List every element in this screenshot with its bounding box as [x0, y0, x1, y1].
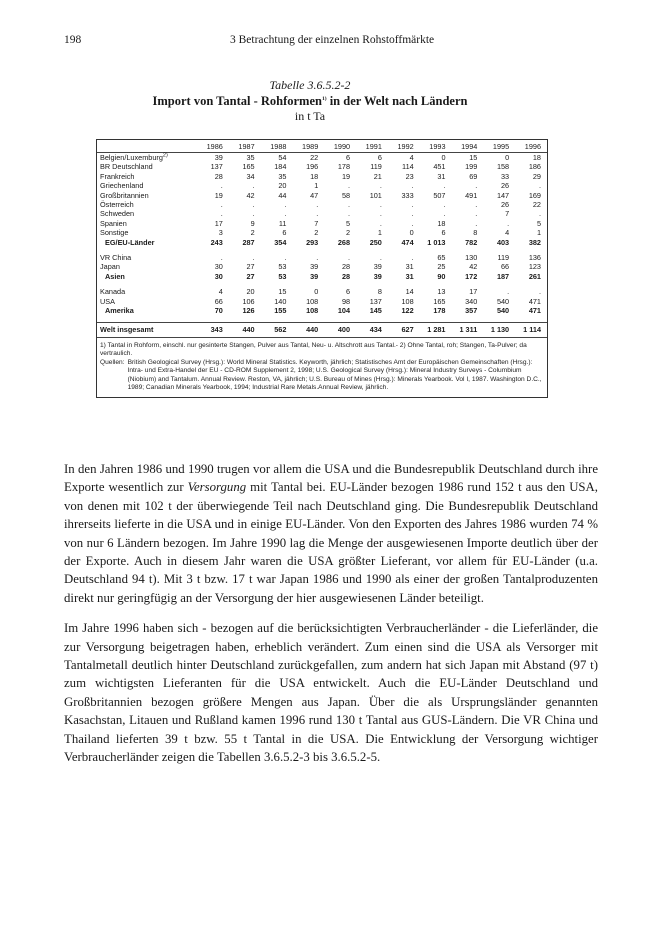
value-cell: 19 [214, 190, 223, 200]
value-cell: 1 114 [515, 322, 547, 337]
value-cell: . [443, 209, 446, 219]
value-cell: 184 [274, 162, 287, 172]
value-cell: 18 [532, 153, 541, 162]
value-cell: . [316, 209, 319, 219]
country-name [97, 162, 197, 171]
country-label: VR China [100, 253, 132, 263]
country-label: Großbritannien [100, 190, 149, 200]
value-cell: 7 [314, 218, 319, 228]
table-footnote: 1) Tantal in Rohform, einschl. nur gesinterte Stangen, Pulver aus Tantal, Neu- u. Altschrott aus Tantal.- 2) Ohne Tantal, roh; Stangen, Ta-Pulver; da vertraulich. [100, 341, 527, 357]
value-cell: 108 [401, 296, 414, 306]
country-name [97, 209, 197, 218]
table-row [97, 219, 547, 228]
value-cell: 123 [528, 262, 541, 272]
country-label: USA [100, 296, 116, 306]
value-cell: 400 [324, 322, 356, 337]
value-cell: 440 [229, 322, 261, 337]
value-cell: 108 [306, 296, 319, 306]
table-caption [100, 78, 520, 124]
value-cell: . [475, 181, 478, 191]
country-label: EG/EU-Länder [105, 237, 155, 247]
value-cell: . [538, 287, 541, 297]
table-row [97, 191, 547, 200]
value-cell: . [316, 200, 319, 210]
value-cell: 108 [306, 306, 319, 316]
subtotal-row [97, 272, 547, 281]
value-cell: 137 [210, 162, 223, 172]
value-cell: 1 130 [483, 322, 515, 337]
data-table [97, 140, 547, 337]
value-cell: 58 [341, 190, 351, 200]
value-cell: 28 [341, 271, 351, 281]
value-cell: 47 [310, 190, 319, 200]
country-label: Spanien [100, 218, 127, 228]
value-cell: . [379, 218, 382, 228]
value-cell: 66 [501, 262, 510, 272]
value-cell: 471 [528, 306, 541, 316]
country-name [97, 219, 197, 228]
value-cell: . [284, 253, 287, 263]
year-header: 1990 [324, 140, 356, 153]
sources-label: Quellen: [100, 358, 125, 366]
paragraph-1-part-2: mit Tantal bei. EU-Länder bezogen 1986 rund 152 t aus den USA, von denen mit 102 t der überwiegende Teil nach Deutschland ging. Die Bundesrepublik Deutschland ihrerseits lieferte in die USA und in einige EU-Länder. Von den Exporten des Jahres 1986 wurden 74 % von nur 6 Ländern bezogen. Im Jahre 1990 lag die Menge der ausgewiesenen Importe deutlich über der der Exporte. Auch in diesem Jahr waren die USA größter Lieferant, vor allem für EU-Länder (u.a. Deutschland 94 t). Mit 3 t bzw. 17 t war Japan 1986 und 1990 als einer der großen Tantalproduzenten direkt nur geringfügig an der Versorgung der hier ausgewiesenen Länder beteiligt. [64, 480, 598, 605]
value-cell: 6 [346, 287, 351, 297]
value-cell: 1 311 [452, 322, 484, 337]
value-cell: 42 [246, 190, 255, 200]
value-cell: 250 [369, 237, 382, 247]
table-label: Tabelle 3.6.5.2-2 [269, 78, 351, 92]
subtotal-row [97, 306, 547, 315]
table-title-main: Import von Tantal - Rohformen [152, 94, 322, 108]
value-cell: 340 [465, 296, 478, 306]
value-cell: 627 [388, 322, 420, 337]
value-cell: 106 [242, 296, 255, 306]
running-title: 3 Betrachtung der einzelnen Rohstoffmärkte [230, 34, 435, 46]
value-cell: 31 [405, 271, 414, 281]
value-cell: 2 [346, 228, 351, 238]
year-header: 1992 [388, 140, 420, 153]
table-row [97, 200, 547, 209]
value-cell: 382 [528, 237, 541, 247]
value-cell: 196 [306, 162, 319, 172]
value-cell: 98 [341, 296, 351, 306]
value-cell: 13 [437, 287, 446, 297]
value-cell: 54 [278, 153, 287, 162]
value-cell: 39 [373, 262, 382, 272]
year-header: 1993 [420, 140, 452, 153]
value-cell: . [411, 181, 414, 191]
year-header: 1991 [356, 140, 388, 153]
country-name [97, 287, 197, 296]
country-label: Belgien/Luxemburg [100, 153, 163, 162]
value-cell: . [348, 200, 351, 210]
country-name [97, 272, 197, 281]
paragraph-1-emphasis: Versorgung [187, 480, 247, 495]
value-cell: 29 [532, 171, 541, 181]
value-cell: 34 [246, 171, 255, 181]
value-cell: 17 [469, 287, 478, 297]
value-cell: 261 [528, 271, 541, 281]
value-cell: 3 [218, 228, 223, 238]
table-row [97, 153, 547, 163]
value-cell: 243 [210, 237, 223, 247]
year-header: 1987 [229, 140, 261, 153]
value-cell: 147 [496, 190, 510, 200]
table-row [97, 253, 547, 262]
value-cell: 18 [310, 171, 319, 181]
value-cell: 562 [261, 322, 293, 337]
table-title [100, 93, 520, 109]
country-name [97, 153, 197, 163]
value-cell: 186 [528, 162, 541, 172]
value-cell: 39 [214, 153, 223, 162]
value-cell: . [538, 209, 541, 219]
table-row [97, 172, 547, 181]
value-cell: . [379, 253, 382, 263]
value-cell: . [252, 200, 255, 210]
value-cell: 155 [274, 306, 287, 316]
value-cell: 2 [314, 228, 319, 238]
value-cell: 104 [337, 306, 351, 316]
value-cell: . [220, 209, 223, 219]
value-cell: 15 [469, 153, 478, 162]
value-cell: . [220, 200, 223, 210]
value-cell: 287 [242, 237, 255, 247]
value-cell: . [220, 253, 223, 263]
value-cell: . [348, 209, 351, 219]
value-cell: 122 [401, 306, 414, 316]
paragraph-2: Im Jahre 1996 haben sich - bezogen auf die berücksichtigten Verbraucherländer - die Lieferländer, die zur Versorgung beigetragen haben, erheblich verändert. Zum einen sind die USA als Versorger mit Tantalmetall deutlich hinter Deutschland zurückgefallen, zum andern hat sich Japan mit Abstand (97 t) zum wichtigsten Lieferanten für die USA entwickelt. Auch die EU-Länder Deutschland und Großbritannien bezogen größere Mengen aus Japan. Über die als Ursprungsländer genannten Kasachstan, Litauen und Rußland kamen 1996 rund 130 t Tantal aus GUS-Ländern. Die VR China und Thailand lieferten 39 t bzw. 55 t Tantal in die USA. Die Entwicklung der Versorgung wichtiger Verbraucherländer zeigen die Tabellen 3.6.5.2-3 bis 3.6.5.2-5. [64, 621, 598, 765]
value-cell: 53 [278, 271, 287, 281]
page-number: 198 [64, 34, 82, 46]
value-cell: 6 [441, 228, 446, 238]
value-cell: 15 [278, 287, 287, 297]
value-cell: 22 [310, 153, 319, 162]
value-cell: 28 [214, 171, 223, 181]
value-cell: 26 [501, 200, 510, 210]
table-title-footnote-mark: 1) [321, 95, 327, 102]
table-sources [100, 359, 543, 393]
value-cell: 434 [356, 322, 388, 337]
value-cell: . [284, 209, 287, 219]
table-row [97, 287, 547, 296]
value-cell: 293 [306, 237, 319, 247]
value-cell: 20 [278, 181, 287, 191]
value-cell: 199 [465, 162, 478, 172]
year-header: 1995 [483, 140, 515, 153]
value-cell: 33 [501, 171, 510, 181]
value-cell: 5 [536, 218, 541, 228]
value-cell: 333 [401, 190, 414, 200]
value-cell: 4 [409, 153, 414, 162]
value-cell: 1 [536, 228, 541, 238]
body-text [64, 460, 598, 779]
value-cell: 782 [465, 237, 478, 247]
footnote-mark: 2) [162, 152, 168, 159]
value-cell: 6 [346, 153, 351, 162]
value-cell: 1 013 [427, 237, 446, 247]
value-cell: 403 [496, 237, 510, 247]
value-cell: 507 [433, 190, 446, 200]
value-cell: . [411, 209, 414, 219]
table-row [97, 228, 547, 237]
value-cell: 65 [437, 253, 446, 263]
country-name [97, 172, 197, 181]
value-cell: 0 [505, 153, 510, 162]
value-cell: . [379, 181, 382, 191]
value-cell: 471 [528, 296, 541, 306]
year-header: 1989 [292, 140, 324, 153]
value-cell: 35 [278, 171, 287, 181]
value-cell: 137 [369, 296, 382, 306]
value-cell: 343 [197, 322, 229, 337]
country-label: Amerika [105, 306, 134, 316]
value-cell: 126 [242, 306, 255, 316]
sources-text: British Geological Survey (Hrsg.): World Mineral Statistics. Keyworth, jährlich; Statistisches Amt der Europäischen Gemeinschaften (Hrsg.): Intra- und Extra-Handel der EU - CD-ROM Supplement 2, 1998; U.S. Geological Survey (Hrsg.): Mineral Industry Surveys - Columbium (Niobium) and Tantalum. Annual Review. Reston, VA, jährlich; U.S. Bureau of Mines (Hrsg.): Minerals Yearbook. Vol I, 1987. Washington D.C., 1989; Canadian Minerals Yearbook, 1994; Industrial Rare Metals.Annual Review, jährlich. [127, 358, 542, 391]
value-cell: 540 [496, 306, 510, 316]
value-cell: . [348, 181, 351, 191]
value-cell: 178 [433, 306, 446, 316]
value-cell: 491 [465, 190, 478, 200]
value-cell: . [443, 181, 446, 191]
value-cell: 30 [214, 262, 223, 272]
total-row [97, 322, 547, 337]
value-cell: 540 [496, 296, 510, 306]
country-label: Griechenland [100, 181, 144, 191]
country-name [97, 200, 197, 209]
table-unit: in t Ta [294, 109, 326, 123]
value-cell: 0 [409, 228, 414, 238]
value-cell: 27 [246, 271, 255, 281]
value-cell: 5 [346, 218, 351, 228]
table-title-rest: in der Welt nach Ländern [326, 94, 468, 108]
value-cell: 145 [369, 306, 382, 316]
value-cell: . [507, 287, 510, 297]
country-name [97, 191, 197, 200]
value-cell: 39 [373, 271, 382, 281]
value-cell: 6 [377, 153, 382, 162]
value-cell: 25 [437, 262, 446, 272]
value-cell: 178 [337, 162, 351, 172]
value-cell: 1 281 [420, 322, 452, 337]
value-cell: 14 [405, 287, 414, 297]
value-cell: 0 [441, 153, 446, 162]
value-cell: . [443, 200, 446, 210]
year-header: 1996 [515, 140, 547, 153]
country-label: Schweden [100, 209, 135, 219]
value-cell: 165 [433, 296, 446, 306]
value-cell: 11 [278, 218, 287, 228]
value-cell: . [220, 181, 223, 191]
value-cell: 8 [377, 287, 382, 297]
value-cell: . [379, 200, 382, 210]
value-cell: . [284, 200, 287, 210]
country-label: Frankreich [100, 171, 135, 181]
value-cell: . [379, 209, 382, 219]
value-cell: 70 [214, 306, 223, 316]
value-cell: 136 [528, 253, 541, 263]
value-cell: . [507, 218, 510, 228]
year-header: 1988 [261, 140, 293, 153]
value-cell: . [475, 200, 478, 210]
value-cell: . [348, 253, 351, 263]
value-cell: . [252, 181, 255, 191]
value-cell: 23 [405, 171, 414, 181]
country-label: BR Deutschland [100, 162, 153, 172]
value-cell: 474 [401, 237, 414, 247]
value-cell: 90 [437, 271, 446, 281]
value-cell: 4 [218, 287, 223, 297]
value-cell: 1 [377, 228, 382, 238]
value-cell: . [252, 209, 255, 219]
country-name [97, 253, 197, 262]
value-cell: . [475, 218, 478, 228]
value-cell: 7 [505, 209, 510, 219]
year-header: 1994 [452, 140, 484, 153]
value-cell: 39 [310, 262, 319, 272]
table-row [97, 262, 547, 271]
value-cell: 26 [501, 181, 510, 191]
country-label: Sonstige [100, 228, 129, 238]
value-cell: 42 [469, 262, 478, 272]
value-cell: 69 [469, 171, 478, 181]
value-cell: 21 [373, 171, 382, 181]
value-cell: 4 [505, 228, 510, 238]
value-cell: . [411, 253, 414, 263]
paragraph-1 [64, 460, 598, 607]
value-cell: 101 [369, 190, 382, 200]
value-cell: . [411, 218, 414, 228]
value-cell: 6 [282, 228, 287, 238]
value-cell: 187 [496, 271, 510, 281]
country-label: Kanada [100, 287, 126, 297]
value-cell: 30 [214, 271, 223, 281]
subtotal-row [97, 238, 547, 247]
value-cell: 18 [437, 218, 446, 228]
table-row [97, 162, 547, 171]
value-cell: 114 [402, 162, 414, 172]
header-row [97, 140, 547, 153]
header-corner [97, 140, 197, 153]
value-cell: 28 [341, 262, 351, 272]
value-cell: 27 [246, 262, 255, 272]
value-cell: 158 [496, 162, 510, 172]
value-cell: . [538, 181, 541, 191]
value-cell: 119 [497, 253, 510, 263]
value-cell: 17 [214, 218, 223, 228]
value-cell: 31 [437, 171, 446, 181]
value-cell: 130 [465, 253, 478, 263]
value-cell: 440 [292, 322, 324, 337]
value-cell: 169 [528, 190, 541, 200]
value-cell: 19 [341, 171, 351, 181]
value-cell: 172 [465, 271, 478, 281]
value-cell: 268 [337, 237, 351, 247]
value-cell: 39 [310, 271, 319, 281]
import-table [96, 139, 548, 398]
value-cell: 20 [246, 287, 255, 297]
country-name [97, 181, 197, 190]
value-cell: 35 [246, 153, 255, 162]
table-notes [97, 337, 547, 397]
value-cell: 31 [405, 262, 414, 272]
value-cell: 451 [433, 162, 446, 172]
country-label: Welt insgesamt [100, 324, 154, 334]
value-cell: 2 [250, 228, 255, 238]
country-name [97, 238, 197, 247]
country-name [97, 306, 197, 315]
value-cell: 357 [465, 306, 478, 316]
country-label: Österreich [100, 200, 134, 210]
value-cell: 0 [314, 287, 319, 297]
country-name [97, 322, 197, 337]
value-cell: 165 [242, 162, 255, 172]
table-row [97, 209, 547, 218]
country-name [97, 228, 197, 237]
value-cell: 9 [250, 218, 255, 228]
value-cell: 1 [314, 181, 319, 191]
value-cell: . [475, 209, 478, 219]
country-label: Asien [105, 271, 125, 281]
country-label: Japan [100, 262, 120, 272]
value-cell: . [252, 253, 255, 263]
value-cell: 44 [278, 190, 287, 200]
value-cell: 22 [532, 200, 541, 210]
value-cell: 354 [274, 237, 287, 247]
country-name [97, 262, 197, 271]
paragraph-1-part-1: In den Jahren 1986 und 1990 trugen vor allem die USA und die Bundesrepublik Deutschland durch ihre Exporte wesentlich zur [64, 462, 598, 495]
table-row [97, 297, 547, 306]
year-header: 1986 [197, 140, 229, 153]
table-row [97, 181, 547, 190]
value-cell: . [411, 200, 414, 210]
value-cell: 140 [274, 296, 287, 306]
country-name [97, 297, 197, 306]
value-cell: 119 [370, 162, 382, 172]
value-cell: 53 [278, 262, 287, 272]
value-cell: 66 [214, 296, 223, 306]
value-cell: 8 [473, 228, 478, 238]
value-cell: . [316, 253, 319, 263]
